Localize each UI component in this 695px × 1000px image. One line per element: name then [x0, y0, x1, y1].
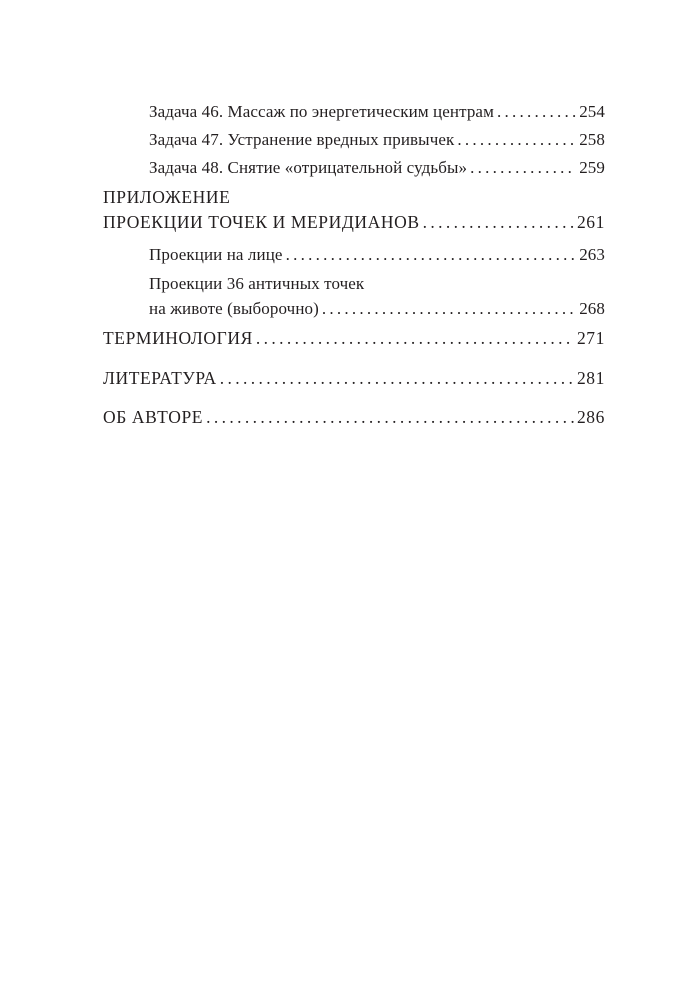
toc-entry-terminology[interactable] [103, 326, 605, 351]
toc-entry-literature[interactable] [103, 366, 605, 391]
toc-entry-face-projections[interactable] [103, 242, 605, 267]
toc-entry-page: 281 [576, 368, 605, 388]
toc-entry-title-line2: на животе (выборочно) [149, 299, 319, 318]
toc-entry-title: ТЕРМИНОЛОГИЯ [103, 328, 253, 348]
toc-entry-title: ОБ АВТОРЕ [103, 407, 204, 427]
toc-entry-page: 258 [579, 130, 605, 149]
toc-entry-page: 254 [579, 102, 605, 121]
dot-leader [220, 366, 574, 391]
toc-entry-task-46[interactable] [103, 99, 605, 124]
toc-entry-title: ЛИТЕРАТУРА [103, 368, 217, 388]
toc-entry-page: 259 [579, 158, 605, 177]
toc-entry-task-47[interactable] [103, 127, 605, 152]
dot-leader [256, 326, 574, 351]
toc-entry-title: Задача 47. Устранение вредных привычек [149, 130, 455, 149]
toc-entry-page: 286 [576, 407, 605, 427]
toc-entry-page: 263 [579, 245, 605, 264]
toc-entry-page: 261 [576, 212, 605, 232]
dot-leader [457, 127, 576, 152]
dot-leader [423, 210, 574, 235]
toc-entry-page: 268 [579, 299, 605, 318]
dot-leader [286, 242, 577, 267]
toc-entry-title: Задача 48. Снятие «отрицательной судьбы» [149, 158, 468, 177]
toc-entry-title-line1: ПРИЛОЖЕНИЕ [103, 187, 231, 207]
toc-entry-appendix[interactable] [103, 185, 605, 235]
toc-entry-title-line1: Проекции 36 античных точек [149, 274, 365, 293]
dot-leader [470, 155, 576, 180]
toc-entry-title: Задача 46. Массаж по энергетическим центрам [149, 102, 494, 121]
toc-entry-task-48[interactable] [103, 155, 605, 180]
dot-leader [497, 99, 576, 124]
toc-entry-title-line2: ПРОЕКЦИИ ТОЧЕК И МЕРИДИАНОВ [103, 212, 420, 232]
toc-entry-about-author[interactable] [103, 405, 605, 430]
toc-entry-page: 271 [576, 328, 605, 348]
dot-leader [206, 405, 574, 430]
toc-entry-title: Проекции на лице [149, 245, 283, 264]
dot-leader [322, 296, 576, 321]
toc-entry-abdomen-projections[interactable] [103, 271, 605, 321]
